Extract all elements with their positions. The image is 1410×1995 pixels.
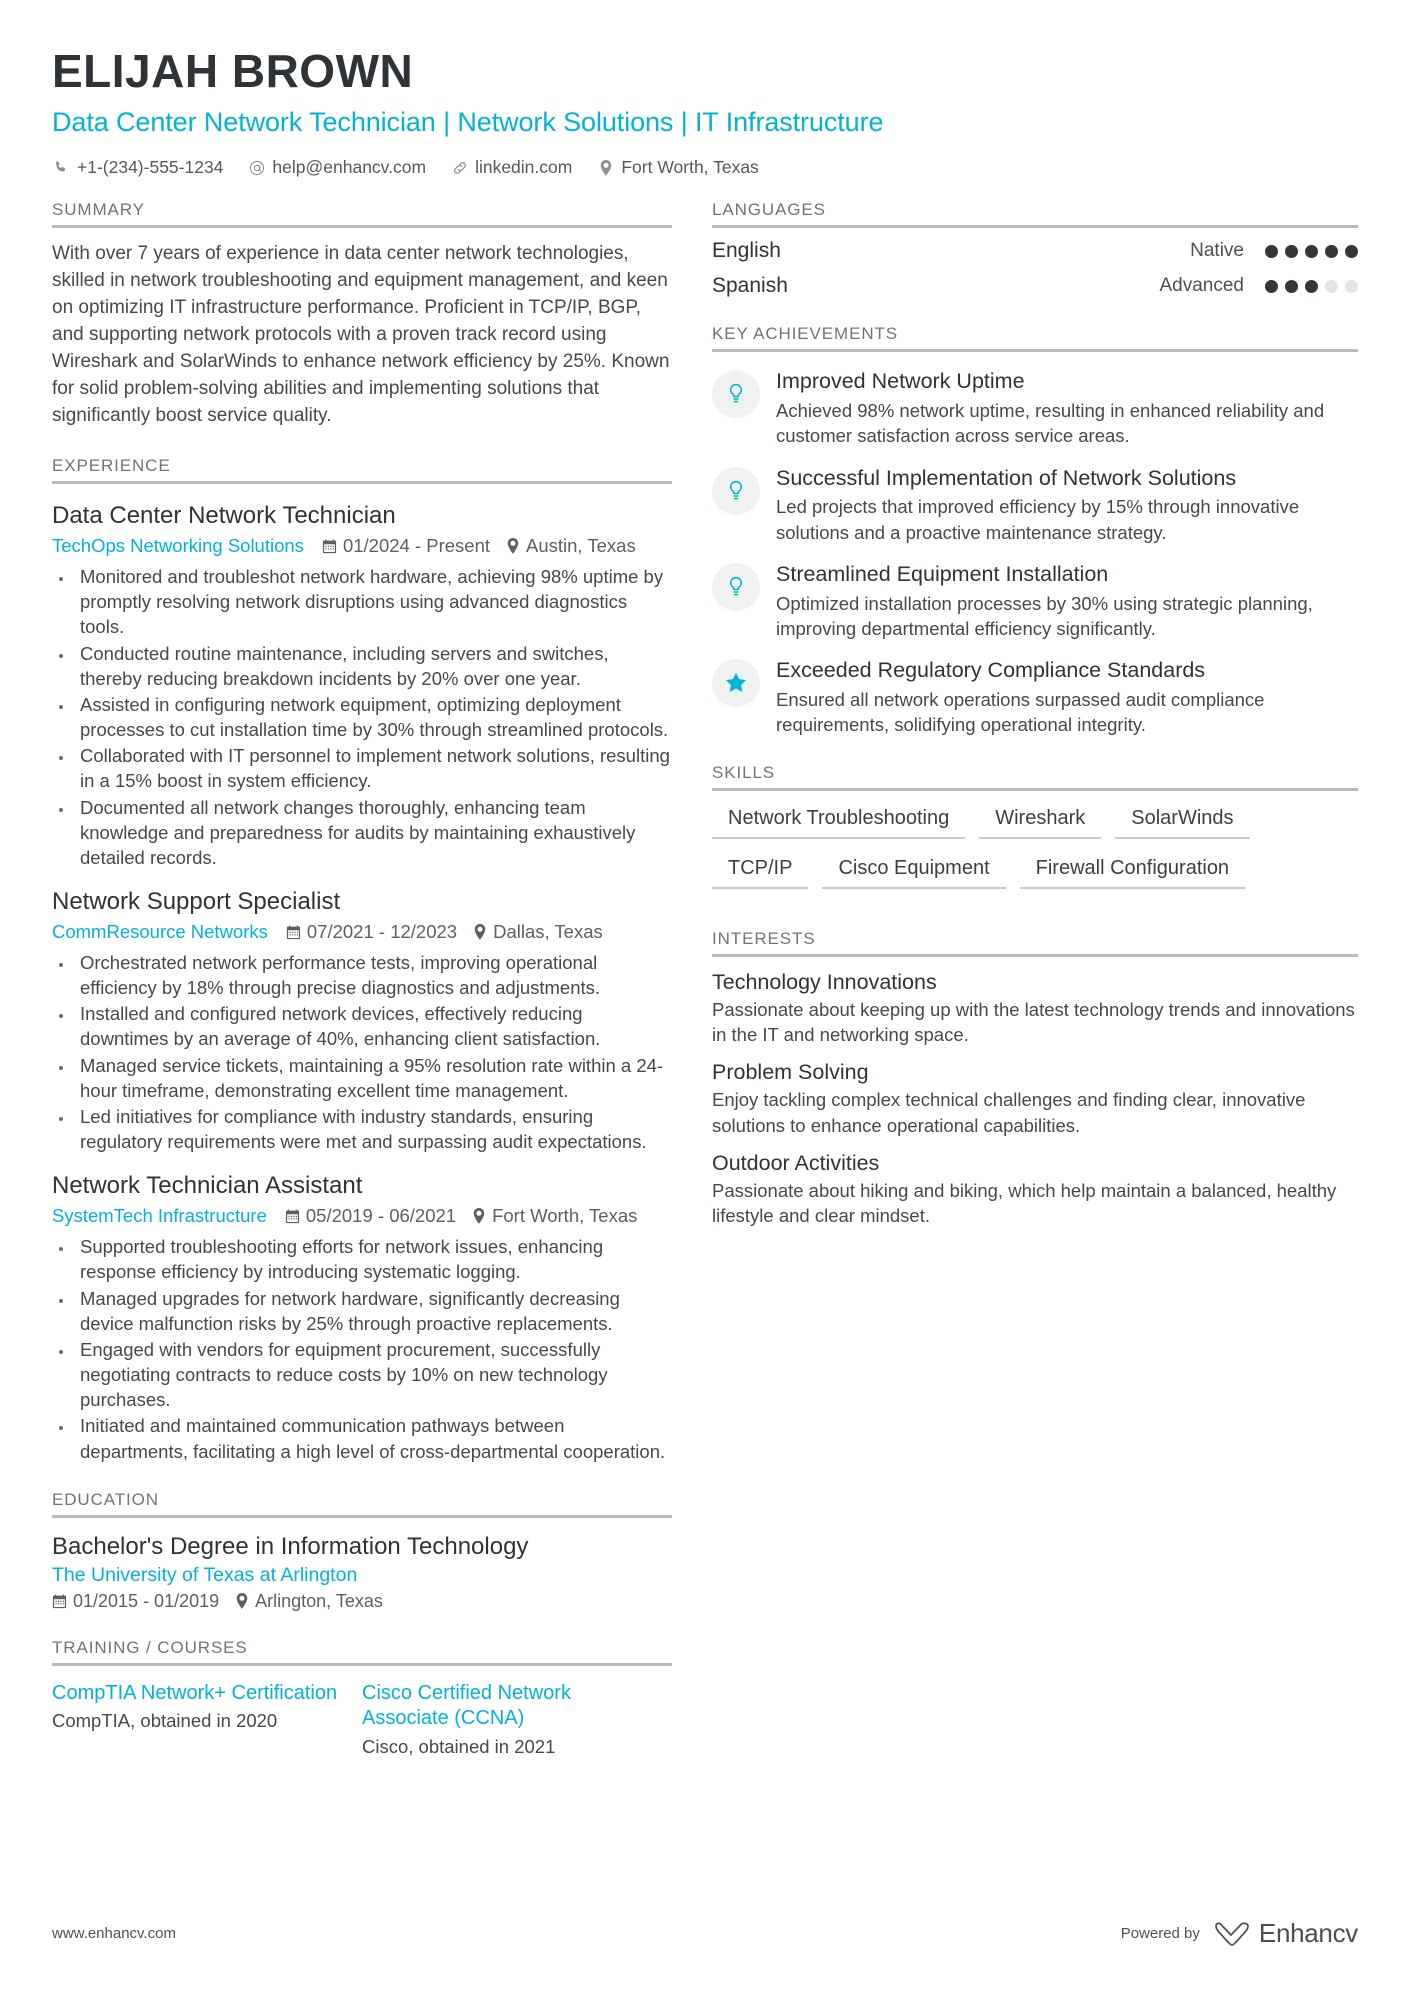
interest-title: Outdoor Activities — [712, 1150, 880, 1175]
job-location — [506, 535, 636, 557]
skill-chip: Firewall Configuration — [1020, 853, 1245, 889]
job-meta — [52, 535, 672, 557]
contact-item-text: +1-(234)-555-1234 — [77, 157, 224, 178]
job-bullet: • Assisted in configuring network equipment, optimizing deployment processes to cut installation time by 30% through streamlined protocols. — [74, 692, 672, 742]
rating-dot — [1325, 280, 1338, 293]
skill-chip: SolarWinds — [1115, 803, 1249, 839]
rating-dot — [1285, 280, 1298, 293]
right-column — [712, 200, 1358, 1228]
skills-section-title: SKILLS — [712, 763, 776, 783]
calendar-icon — [285, 1209, 300, 1224]
job-bullet: • Installed and configured network devices, effectively reducing downtimes by an average of 40%, enhancing client satisfaction. — [74, 1001, 672, 1051]
job-location-text: Dallas, Texas — [493, 921, 603, 942]
link-icon — [450, 158, 469, 177]
job-meta — [52, 1205, 672, 1227]
job-dates-text: 07/2021 - 12/2023 — [306, 921, 458, 942]
star-icon — [712, 659, 760, 707]
interest-entry — [712, 1151, 1358, 1228]
job-meta — [52, 921, 672, 943]
course-description: CompTIA, obtained in 2020 — [52, 1710, 278, 1732]
skill-chip: TCP/IP — [712, 853, 808, 889]
lightbulb-icon — [712, 370, 760, 418]
job-bullet: • Engaged with vendors for equipment procurement, successfully negotiating contracts to reduce costs by 10% on new technology purchases. — [74, 1337, 672, 1412]
section-divider — [52, 1515, 672, 1518]
location-icon — [473, 924, 487, 940]
job-location-text: Fort Worth, Texas — [492, 1205, 638, 1227]
course-entry — [362, 1681, 672, 1758]
education-dates — [52, 1591, 219, 1612]
job-title: Network Support Specialist — [52, 888, 341, 915]
achievement-title: Streamlined Equipment Installation — [776, 561, 1109, 586]
job-dates — [322, 535, 490, 557]
interest-entry — [712, 1060, 1358, 1137]
language-level: Advanced — [1159, 275, 1244, 297]
achievement-description: Led projects that improved efficiency by 15% through innovative solutions and a proactive maintenance strategy. — [776, 496, 1300, 543]
contact-item — [247, 157, 426, 178]
achievements-section-title: KEY ACHIEVEMENTS — [712, 324, 899, 344]
language-level: Native — [1190, 240, 1244, 262]
section-divider — [712, 788, 1358, 791]
resume-header — [52, 46, 1358, 178]
achievement-body — [776, 657, 1358, 737]
education-location-text: Arlington, Texas — [255, 1590, 383, 1611]
email-icon — [247, 158, 266, 177]
job-bullet: • Conducted routine maintenance, including servers and switches, thereby reducing breakdown incidents by 20% over one year. — [74, 641, 672, 691]
education-entry — [52, 1533, 672, 1612]
education-section-title: EDUCATION — [52, 1489, 159, 1509]
achievement-body — [776, 465, 1358, 545]
interests-section-title: INTERESTS — [712, 929, 816, 949]
contact-item — [450, 157, 572, 178]
experience-entry — [52, 501, 672, 870]
job-dates-text: 01/2024 - Present — [342, 535, 491, 557]
location-icon — [596, 158, 615, 177]
achievement-description: Ensured all network operations surpassed audit compliance requirements, solidifying operational integrity. — [776, 688, 1265, 735]
languages-section-title: LANGUAGES — [712, 200, 826, 220]
job-company: TechOps Networking Solutions — [52, 535, 304, 557]
experience-section-title: EXPERIENCE — [52, 456, 171, 476]
location-icon — [235, 1593, 249, 1609]
achievement-entry — [712, 657, 1358, 737]
interests-section — [712, 929, 1358, 1228]
lightbulb-icon — [712, 467, 760, 515]
contact-item-text: Fort Worth, Texas — [621, 157, 759, 178]
achievement-description: Optimized installation processes by 30% using strategic planning, improving departmental efficiency significantly. — [776, 592, 1313, 639]
job-dates-text: 05/2019 - 06/2021 — [305, 1205, 457, 1227]
candidate-headline: Data Center Network Technician | Network Solutions | IT Infrastructure — [52, 106, 884, 137]
job-bullet: • Documented all network changes thoroughly, enhancing team knowledge and preparedness for audits by maintaining exhaustively detailed records. — [74, 795, 672, 870]
courses-section — [52, 1638, 672, 1758]
job-bullet: • Managed service tickets, maintaining a 95% resolution rate within a 24-hour timeframe, demonstrating excellent time management. — [74, 1053, 672, 1103]
candidate-name: ELIJAH BROWN — [52, 45, 414, 97]
interest-title: Technology Innovations — [712, 970, 937, 995]
job-bullet-list — [52, 564, 672, 870]
section-divider — [52, 225, 672, 228]
courses-section-title: TRAINING / COURSES — [52, 1637, 248, 1657]
achievement-body — [776, 561, 1358, 641]
job-dates — [285, 1205, 456, 1227]
summary-section-title: SUMMARY — [52, 200, 145, 220]
experience-section — [52, 456, 672, 1464]
language-row — [712, 274, 1358, 298]
summary-section — [52, 200, 672, 430]
job-bullet-list — [52, 1234, 672, 1463]
job-bullet: • Monitored and troubleshot network hardware, achieving 98% uptime by promptly resolving network disruptions using advanced diagnostics tools. — [74, 564, 672, 639]
enhancv-brand-name: Enhancv — [1258, 1918, 1358, 1948]
course-name[interactable]: CompTIA Network+ Certification — [52, 1681, 338, 1704]
contact-row — [52, 157, 1358, 178]
rating-dot — [1285, 245, 1298, 258]
job-company: CommResource Networks — [52, 921, 268, 942]
rating-dot — [1265, 280, 1278, 293]
section-divider — [712, 954, 1358, 957]
job-title: Network Technician Assistant — [52, 1172, 363, 1200]
rating-dot — [1265, 245, 1278, 258]
job-bullet: • Led initiatives for compliance with industry standards, ensuring regulatory requirements were met and surpassing audit expectations. — [74, 1104, 672, 1154]
interest-title: Problem Solving — [712, 1060, 869, 1085]
left-column — [52, 200, 672, 1758]
achievements-section — [712, 324, 1358, 737]
experience-entry — [52, 887, 672, 1154]
achievement-title: Improved Network Uptime — [776, 369, 1025, 394]
education-location — [235, 1591, 383, 1612]
phone-icon — [52, 158, 71, 177]
job-dates — [286, 921, 457, 943]
language-row — [712, 239, 1358, 263]
course-entry — [52, 1681, 362, 1758]
job-bullet: • Supported troubleshooting efforts for network issues, enhancing response efficiency by introducing systematic logging. — [74, 1234, 672, 1284]
page-footer — [52, 1918, 1358, 1949]
interest-description: Passionate about keeping up with the latest technology trends and innovations in the IT and networking space. — [712, 999, 1355, 1046]
achievement-entry — [712, 368, 1358, 448]
achievement-description: Achieved 98% network uptime, resulting in enhanced reliability and customer satisfaction across service areas. — [776, 400, 1325, 447]
course-description: Cisco, obtained in 2021 — [362, 1735, 556, 1757]
rating-dot — [1345, 280, 1358, 293]
interest-description: Passionate about hiking and biking, which help maintain a balanced, healthy lifestyle and clear mindset. — [712, 1179, 1337, 1226]
job-location — [472, 1205, 637, 1227]
enhancv-logo-icon — [1214, 1921, 1250, 1947]
achievement-entry — [712, 465, 1358, 545]
skill-chip: Wireshark — [979, 803, 1101, 839]
rating-dot — [1305, 245, 1318, 258]
achievement-body — [776, 368, 1358, 448]
location-icon — [506, 538, 520, 554]
contact-item — [52, 157, 223, 178]
achievement-entry — [712, 561, 1358, 641]
lightbulb-icon — [712, 563, 760, 611]
job-bullet: • Managed upgrades for network hardware, significantly decreasing device malfunction risks by 25% through proactive replacements. — [74, 1286, 672, 1336]
education-degree: Bachelor's Degree in Information Technology — [52, 1532, 529, 1560]
job-company: SystemTech Infrastructure — [52, 1205, 267, 1227]
section-divider — [52, 481, 672, 484]
achievement-title: Successful Implementation of Network Solutions — [776, 465, 1237, 490]
skill-chip: Cisco Equipment — [822, 853, 1005, 889]
skill-chip: Network Troubleshooting — [712, 803, 965, 839]
rating-dot — [1345, 245, 1358, 258]
section-divider — [712, 349, 1358, 352]
language-rating-dots — [1258, 245, 1358, 258]
calendar-icon — [52, 1594, 67, 1609]
experience-entry — [52, 1171, 672, 1463]
languages-section — [712, 200, 1358, 298]
contact-item — [596, 157, 758, 178]
section-divider — [712, 225, 1358, 228]
language-name: Spanish — [712, 274, 788, 298]
job-bullet-list — [52, 950, 672, 1154]
language-name: English — [712, 239, 781, 263]
education-meta — [52, 1591, 672, 1612]
course-name[interactable]: Cisco Certified Network Associate (CCNA) — [362, 1681, 571, 1730]
skills-section — [712, 763, 1358, 903]
education-section — [52, 1490, 672, 1612]
summary-text: With over 7 years of experience in data center network technologies, skilled in network troubleshooting and equipment management, and keen on optimizing IT infrastructure performance. Proficient in TCP/IP, BGP, and supporting network protocols with a proven track record using Wireshark and SolarWinds to enhance network efficiency by 25%. Known for solid problem-solving abilities and implementing solutions that significantly boost service quality. — [52, 243, 670, 427]
education-dates-text: 01/2015 - 01/2019 — [73, 1590, 220, 1611]
powered-by-label: Powered by — [1120, 1925, 1200, 1942]
footer-website-url[interactable]: www.enhancv.com — [52, 1925, 176, 1942]
section-divider — [52, 1663, 672, 1666]
job-bullet: • Orchestrated network performance tests, improving operational efficiency by 18% through precise diagnostics and adjustments. — [74, 950, 672, 1000]
job-bullet: • Collaborated with IT personnel to implement network solutions, resulting in a 15% boost in system efficiency. — [74, 743, 672, 793]
job-title: Data Center Network Technician — [52, 502, 396, 530]
job-bullet: • Initiated and maintained communication pathways between departments, facilitating a high level of cross-departmental cooperation. — [74, 1413, 672, 1463]
rating-dot — [1305, 280, 1318, 293]
achievement-title: Exceeded Regulatory Compliance Standards — [776, 657, 1206, 682]
contact-item-text: help@enhancv.com — [272, 157, 427, 178]
job-location — [473, 921, 603, 943]
education-school: The University of Texas at Arlington — [52, 1563, 358, 1586]
language-rating-dots — [1258, 280, 1358, 293]
interest-entry — [712, 970, 1358, 1047]
location-icon — [472, 1208, 486, 1224]
job-location-text: Austin, Texas — [526, 535, 636, 557]
contact-item-text: linkedin.com — [475, 157, 573, 178]
calendar-icon — [286, 925, 301, 940]
calendar-icon — [322, 539, 337, 554]
footer-branding — [1121, 1918, 1358, 1949]
rating-dot — [1325, 245, 1338, 258]
interest-description: Enjoy tackling complex technical challenges and finding clear, innovative solutions to enhance operational capabilities. — [712, 1089, 1306, 1136]
